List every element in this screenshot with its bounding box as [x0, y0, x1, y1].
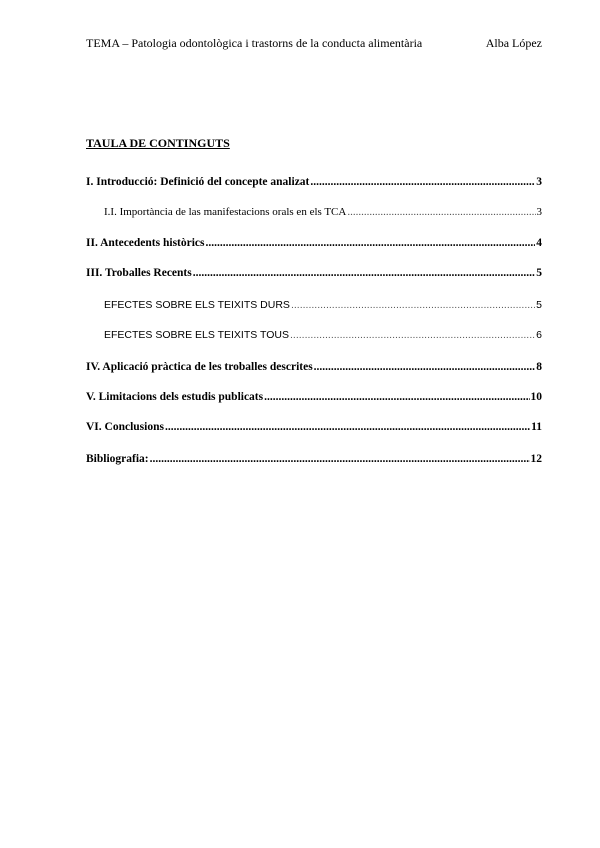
- toc-page-number: 8: [536, 361, 542, 373]
- toc-entry-importancia[interactable]: [104, 204, 542, 220]
- toc-page-number: 11: [531, 421, 542, 433]
- toc-entry-antecedents[interactable]: [86, 235, 542, 251]
- toc-entry-aplicacio[interactable]: [86, 359, 542, 375]
- toc-entry-label: V. Limitacions dels estudis publicats: [86, 391, 264, 403]
- toc-leader-dots: [314, 359, 536, 375]
- toc-page-number: 5: [536, 299, 542, 311]
- toc-page-number: 5: [536, 267, 542, 279]
- toc-leader-dots: [291, 297, 535, 313]
- header-topic: TEMA – Patologia odontològica i trastorns de la conducta alimentària: [86, 36, 423, 50]
- toc-leader-dots: [150, 451, 530, 467]
- toc-entry-introduccio[interactable]: [86, 174, 542, 190]
- toc-leader-dots: [290, 327, 535, 343]
- toc-leader-dots: [193, 265, 536, 281]
- toc-entry-label: I. Introducció: Definició del concepte analizat: [86, 176, 310, 188]
- toc-leader-dots: [165, 419, 530, 435]
- toc-entry-label: EFECTES SOBRE ELS TEIXITS TOUS: [104, 329, 289, 341]
- toc-entry-limitacions[interactable]: [86, 389, 542, 405]
- toc-page-number: 12: [530, 453, 542, 465]
- toc-entry-label: IV. Aplicació pràctica de les troballes descrites: [86, 361, 313, 373]
- toc-page-number: 3: [536, 176, 542, 188]
- toc-entry-label: I.I. Importància de las manifestacions orals en els TCA: [104, 206, 347, 218]
- toc-entry-label: Bibliografia:: [86, 453, 149, 465]
- toc-entry-teixits-durs[interactable]: [104, 297, 542, 313]
- header-author: Alba López: [485, 36, 542, 50]
- toc-leader-dots: [264, 389, 529, 405]
- toc-entry-label: II. Antecedents històrics: [86, 237, 205, 249]
- toc-title: TAULA DE CONTINGUTS: [86, 136, 230, 150]
- toc-entry-teixits-tous[interactable]: [104, 327, 542, 343]
- toc-entry-troballes-recents[interactable]: [86, 265, 542, 281]
- toc-page-number: 3: [536, 206, 542, 218]
- toc-page-number: 10: [530, 391, 542, 403]
- page-header: [86, 36, 542, 52]
- toc-entry-label: VI. Conclusions: [86, 421, 164, 433]
- toc-page-number: 4: [536, 237, 542, 249]
- toc-entry-conclusions[interactable]: [86, 419, 542, 435]
- toc-leader-dots: [347, 204, 535, 220]
- toc-entry-label: III. Troballes Recents: [86, 267, 192, 279]
- toc-page-number: 6: [536, 329, 542, 341]
- toc-entry-bibliografia[interactable]: [86, 451, 542, 467]
- toc-leader-dots: [206, 235, 536, 251]
- toc-entry-label: EFECTES SOBRE ELS TEIXITS DURS: [104, 299, 290, 311]
- toc-leader-dots: [310, 174, 535, 190]
